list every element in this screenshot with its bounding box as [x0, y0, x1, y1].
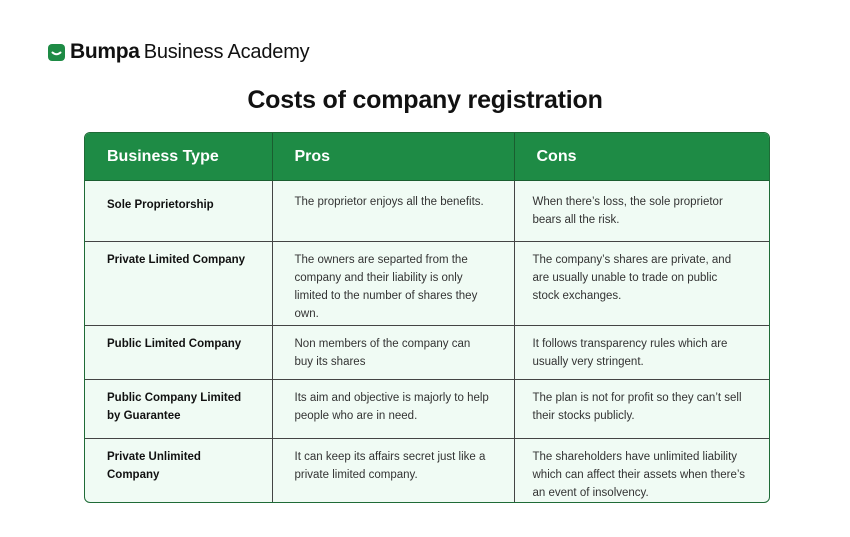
pros-cell: Non members of the company can buy its shares	[272, 326, 514, 380]
table-row	[85, 380, 769, 439]
header-pros: Pros	[272, 133, 514, 181]
table-row	[85, 181, 769, 242]
cons-cell: The shareholders have unlimited liability which can affect their assets when there’s an event of insolvency.	[514, 439, 769, 504]
brand-subtitle: Business Academy	[143, 40, 310, 63]
cons-cell: It follows transparency rules which are usually very stringent.	[514, 326, 769, 380]
pros-cell: The owners are separted from the company and their liability is only limited to the number of shares they own.	[272, 242, 514, 326]
business-type-cell: Public Company Limited by Guarantee	[85, 380, 272, 439]
bumpa-logo-icon	[48, 44, 65, 61]
table-header-row	[85, 133, 769, 181]
cons-cell: The company’s shares are private, and are usually unable to trade on public stock exchanges.	[514, 242, 769, 326]
business-type-cell: Sole Proprietorship	[85, 181, 272, 242]
table-row	[85, 439, 769, 504]
brand-name: Bumpa	[70, 40, 140, 63]
header-business-type: Business Type	[85, 133, 272, 181]
pros-cell: It can keep its affairs secret just like a private limited company.	[272, 439, 514, 504]
registration-table	[84, 132, 770, 503]
page-title: Costs of company registration	[247, 86, 603, 114]
business-type-cell: Private Unlimited Company	[85, 439, 272, 504]
header-cons: Cons	[514, 133, 769, 181]
table-row	[85, 326, 769, 380]
business-type-cell: Public Limited Company	[85, 326, 272, 380]
brand-logo	[48, 40, 309, 64]
pros-cell: Its aim and objective is majorly to help people who are in need.	[272, 380, 514, 439]
cons-cell: When there’s loss, the sole proprietor bears all the risk.	[514, 181, 769, 242]
table-row	[85, 242, 769, 326]
cons-cell: The plan is not for profit so they can’t sell their stocks publicly.	[514, 380, 769, 439]
business-type-cell: Private Limited Company	[85, 242, 272, 326]
pros-cell: The proprietor enjoys all the benefits.	[272, 181, 514, 242]
